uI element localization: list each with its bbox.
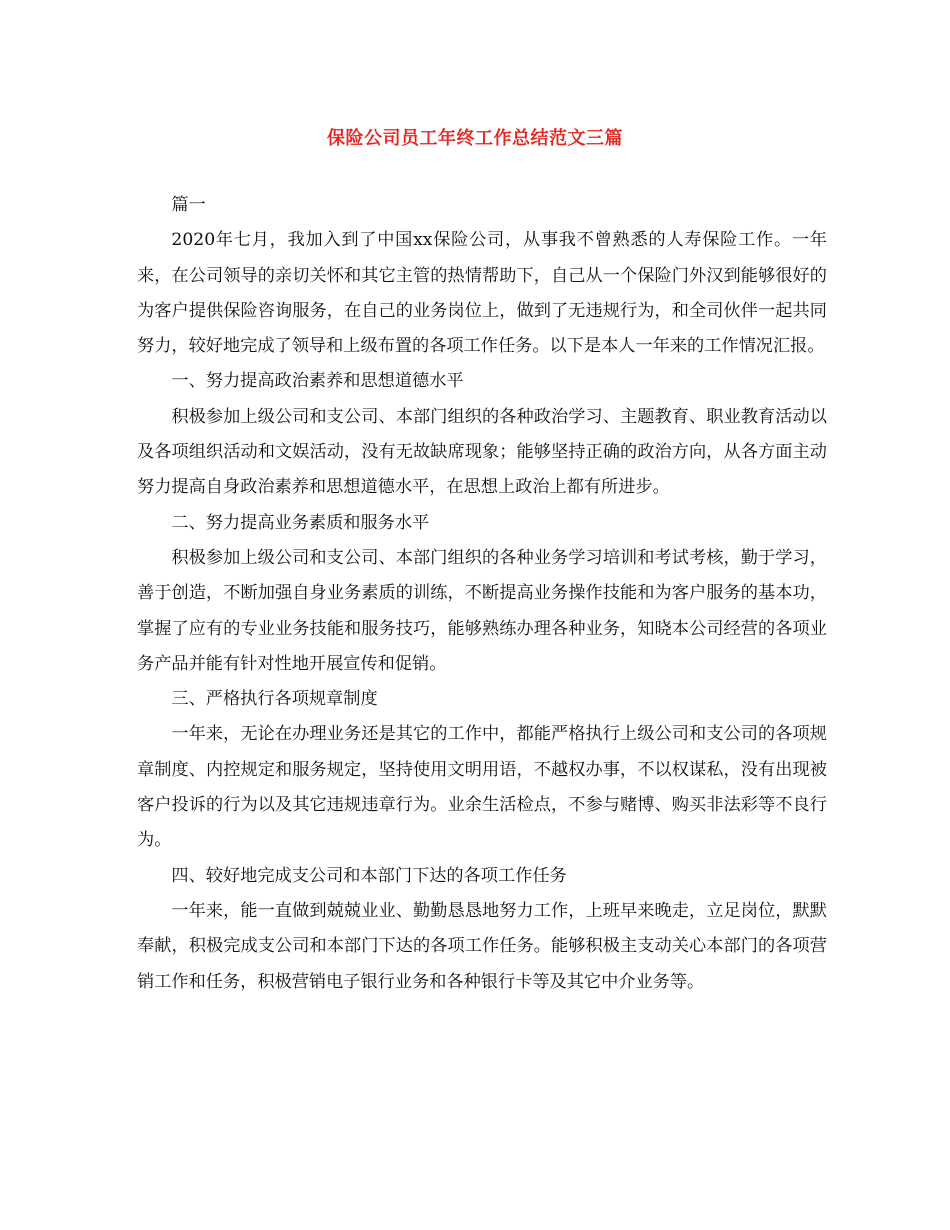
section-paragraph-4: 一年来，能一直做到兢兢业业、勤勤恳恳地努力工作，上班早来晚走，立足岗位，默默奉献，积极完成支公司和本部门下达的各项工作任务。能够积极主支动关心本部门的各项营销工作和任务，积极营销电子银行业务和各种银行卡等及其它中介业务等。 [137, 900, 827, 992]
section-paragraph-1: 积极参加上级公司和支公司、本部门组织的各种政治学习、主题教育、职业教育活动以及各项组织活动和文娱活动，没有无故缺席现象；能够坚持正确的政治方向，从各方面主动努力提高自身政治素养和思想道德水平，在思想上政治上都有所进步。 [137, 406, 827, 498]
section-heading-3: 三、严格执行各项规章制度 [171, 689, 378, 710]
document-body [137, 188, 827, 1000]
section-heading-2: 二、努力提高业务素质和服务水平 [171, 512, 430, 533]
section-heading-1: 一、努力提高政治素养和思想道德水平 [171, 371, 464, 392]
intro-paragraph: 2020年七月，我加入到了中国xx保险公司，从事我不曾熟悉的人寿保险工作。一年来，在公司领导的亲切关怀和其它主管的热情帮助下，自己从一个保险门外汉到能够很好的为客户提供保险咨询服务，在自己的业务岗位上，做到了无违规行为，和全司伙伴一起共同努力，较好地完成了领导和上级布置的各项工作任务。以下是本人一年来的工作情况汇报。 [137, 230, 827, 357]
section-heading-4: 四、较好地完成支公司和本部门下达的各项工作任务 [171, 865, 567, 886]
section-heading-part-one: 篇一 [171, 195, 206, 215]
section-paragraph-3: 一年来，无论在办理业务还是其它的工作中，都能严格执行上级公司和支公司的各项规章制度、内控规定和服务规定，坚持使用文明用语，不越权办事，不以权谋私，没有出现被客户投诉的行为以及其它违规违章行为。业余生活检点，不参与赌博、购买非法彩等不良行为。 [137, 724, 827, 851]
document-title: 保险公司员工年终工作总结范文三篇 [327, 128, 623, 149]
section-paragraph-2: 积极参加上级公司和支公司、本部门组织的各种业务学习培训和考试考核，勤于学习，善于创造，不断加强自身业务素质的训练，不断提高业务操作技能和为客户服务的基本功，掌握了应有的专业业务技能和服务技巧，能够熟练办理各种业务，知晓本公司经营的各项业务产品并能有针对性地开展宣传和促销。 [137, 547, 827, 674]
